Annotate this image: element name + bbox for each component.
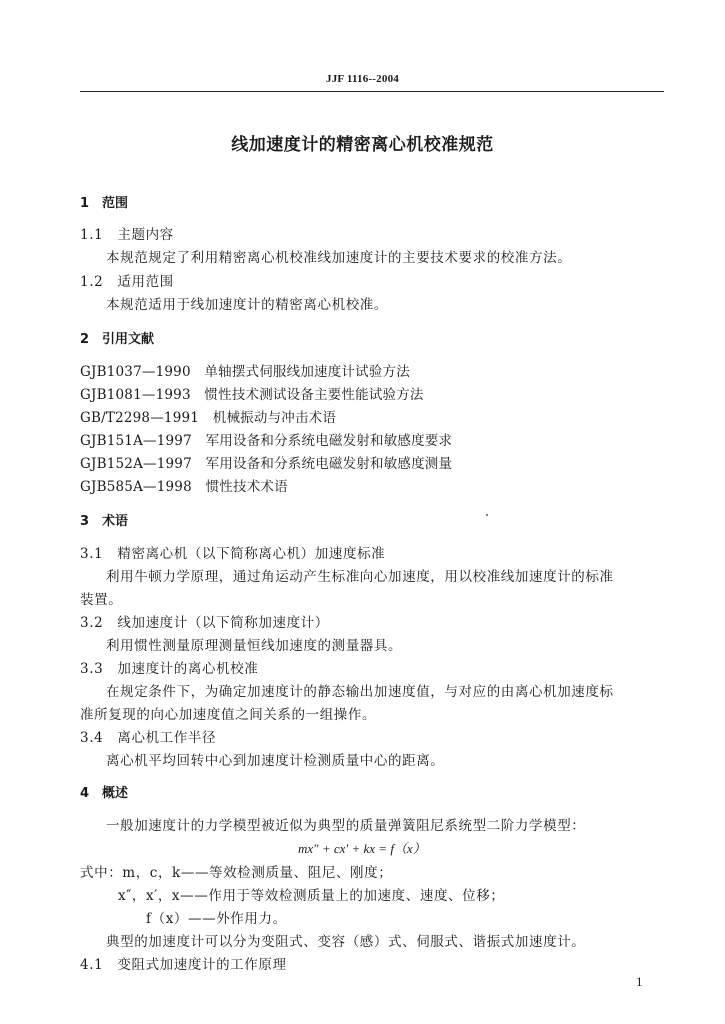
section-3-1-text: 利用牛顿力学原理，通过角运动产生标准向心加速度，用以校准线加速度计的标准 [106,569,614,585]
section-3-1-heading: 3.1 精密离心机（以下简称离心机）加速度标准 [80,546,386,562]
section-3-2-text: 利用惯性测量原理测量恒线加速度的测量器具。 [106,638,403,654]
section-3-4-text: 离心机平均回转中心到加速度计检测质量中心的距离。 [106,753,445,769]
formula-where-3: f（x）——外作用力。 [146,911,287,927]
section-3-heading: 3 术语 [80,514,129,529]
reference-item: GJB151A—1997 军用设备和分系统电磁发射和敏感度要求 [80,433,453,449]
header-rule [80,91,664,92]
formula-where-1: 式中：m，c，k——等效检测质量、阻尼、刚度； [80,865,393,881]
reference-item: GJB585A—1998 惯性技术术语 [80,479,288,495]
reference-item: GJB1081—1993 惯性技术测试设备主要性能试验方法 [80,387,424,403]
section-3-3-text-cont: 准所复现的向心加速度值之间关系的一组操作。 [80,707,377,723]
section-1-1-heading: 1.1 主题内容 [80,227,174,243]
section-3-4-heading: 3.4 离心机工作半径 [80,730,217,746]
section-4-heading: 4 概述 [80,786,129,801]
formula-where-2: x″，x′，x——作用于等效检测质量上的加速度、速度、位移； [118,888,505,904]
section-3-1-text-cont: 装置。 [80,592,123,608]
section-3-2-heading: 3.2 线加速度计（以下简称加速度计） [80,615,329,631]
page-number: 1 [636,974,643,989]
section-1-2-heading: 1.2 适用范围 [80,274,174,290]
reference-item: GJB1037—1990 单轴摆式伺服线加速度计试验方法 [80,364,410,380]
section-1-heading: 1 范围 [80,196,129,211]
reference-item: GJB152A—1997 军用设备和分系统电磁发射和敏感度测量 [80,456,453,472]
section-4-intro: 一般加速度计的力学模型被近似为典型的质量弹簧阻尼系统型二阶力学模型： [106,818,586,834]
section-4-1-heading: 4.1 变阻式加速度计的工作原理 [80,957,287,973]
section-3-3-text: 在规定条件下，为确定加速度计的静态输出加速度值，与对应的由离心机加速度标 [106,684,614,700]
standard-code: JJF 1116--2004 [326,73,399,85]
section-1-2-text: 本规范适用于线加速度计的精密离心机校准。 [106,297,388,313]
scan-speck [486,514,488,516]
document-title: 线加速度计的精密离心机校准规范 [231,135,494,155]
section-2-heading: 2 引用文献 [80,332,155,347]
section-1-1-text: 本规范规定了利用精密离心机校准线加速度计的主要技术要求的校准方法。 [106,250,572,266]
section-3-3-heading: 3.3 加速度计的离心机校准 [80,661,259,677]
reference-item: GB/T2298—1991 机械振动与冲击术语 [80,410,337,426]
model-formula: mx″ + cx′ + kx = f（x） [298,841,426,856]
section-4-types: 典型的加速度计可以分为变阻式、变容（感）式、伺服式、谐振式加速度计。 [106,934,586,950]
